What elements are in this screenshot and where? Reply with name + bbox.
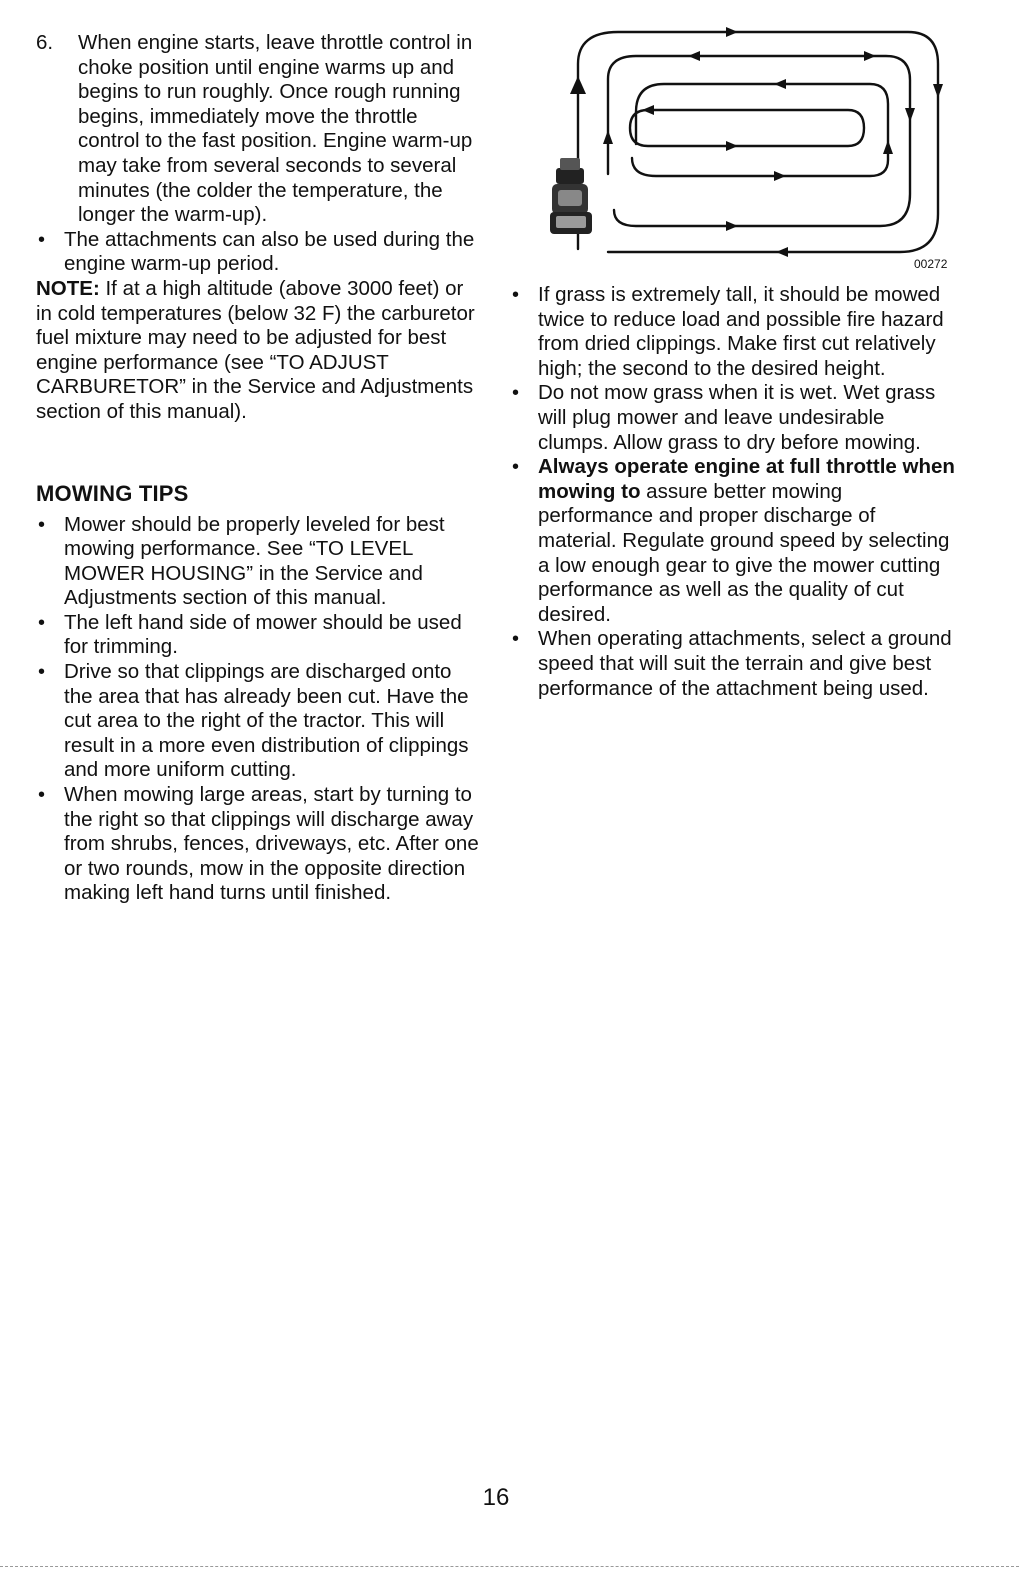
path-third [632, 84, 888, 176]
path-inner [630, 110, 864, 146]
bullet-operating-attachments [510, 627, 955, 701]
tip-text: The left hand side of mower should be used for trimming. [64, 610, 462, 659]
tip-discharge [36, 660, 482, 783]
note-text: If at a high altitude (above 3000 feet) or in cold temperatures (below 32 F) the carburetor fuel mixture may need to be adjusted for best engine performance (see “TO ADJUST CARBURETOR” in the Service and Adjustments section of this manual). [36, 276, 475, 423]
arrow-head [776, 247, 788, 257]
bullet-text: assure better mowing performance and proper discharge of material. Regulate ground speed by selecting a low enough gear to give the mower cutting performance as well as the quality of cut desired. [538, 479, 950, 626]
arrow-head [933, 84, 943, 98]
bullet-wet-grass [510, 381, 955, 455]
mowing-pattern-diagram [548, 24, 952, 274]
arrow-head [688, 51, 700, 61]
path-second [608, 56, 910, 226]
bullet-bold-text: Always operate engine at full throttle when mowing to [538, 455, 955, 503]
bullet-text: The attachments can also be used during the engine warm-up period. [64, 227, 475, 276]
tip-large-areas [36, 783, 482, 906]
bullet-tall-grass [510, 283, 955, 381]
arrow-head [726, 27, 738, 37]
arrow-head [726, 141, 738, 151]
tractor-icon [550, 158, 592, 234]
note-label: NOTE: [36, 276, 100, 300]
tip-level [36, 513, 482, 611]
tip-trimming [36, 611, 482, 660]
step-6-text: When engine starts, leave throttle control in choke position until engine warms up and begins to run roughly. Once rough running begins, immediately move the throttle control to the fast position. Engine warm-up may take from several seconds to several minutes (the colder the temperature, the longer the warm-up). [78, 31, 473, 227]
arrow-head [774, 79, 786, 89]
left-column [36, 0, 482, 906]
step-number: 6. [36, 31, 54, 54]
arrow-head [570, 76, 586, 94]
bullet-text: If grass is extremely tall, it should be mowed twice to reduce load and possible fire hazard from dried clippings. Make first cut relatively high; the second to the desired height. [538, 283, 944, 380]
arrow-head [883, 140, 893, 154]
bullet-full-throttle [510, 455, 955, 627]
tip-text: Mower should be properly leveled for best mowing performance. See “TO LEVEL MOWER HOUSING” in the Service and Adjustments section of this manual. [64, 512, 445, 610]
bullet-text: When operating attachments, select a ground speed that will suit the terrain and give best performance of the attachment being used. [538, 627, 952, 700]
path-outer [578, 32, 938, 252]
arrow-head [864, 51, 876, 61]
arrow-head [726, 221, 738, 231]
tip-text: When mowing large areas, start by turning to the right so that clippings will discharge away from shrubs, fences, driveways, etc. After one or two rounds, mow in the opposite direction making left hand turns until finished. [64, 783, 479, 905]
bullet-attachments-warmup [36, 228, 482, 277]
arrow-head [603, 130, 613, 144]
bullet-text: Do not mow grass when it is wet. Wet grass will plug mower and leave undesirable clumps. Allow grass to dry before mowing. [538, 381, 936, 454]
step-6 [36, 31, 482, 228]
bottom-divider [0, 1566, 1019, 1568]
note-paragraph [36, 277, 482, 425]
tip-text: Drive so that clippings are discharged onto the area that has already been cut. Have the cut area to the right of the tractor. This will result in a more even distribution of clippings and more uniform cutting. [64, 660, 469, 782]
arrow-head [774, 171, 786, 181]
diagram-code: 00272 [914, 257, 948, 271]
arrow-head [642, 105, 654, 115]
arrow-head [905, 108, 915, 122]
right-column [510, 283, 955, 701]
mowing-tips-heading: MOWING TIPS [36, 480, 189, 506]
page-number: 16 [482, 1484, 510, 1511]
